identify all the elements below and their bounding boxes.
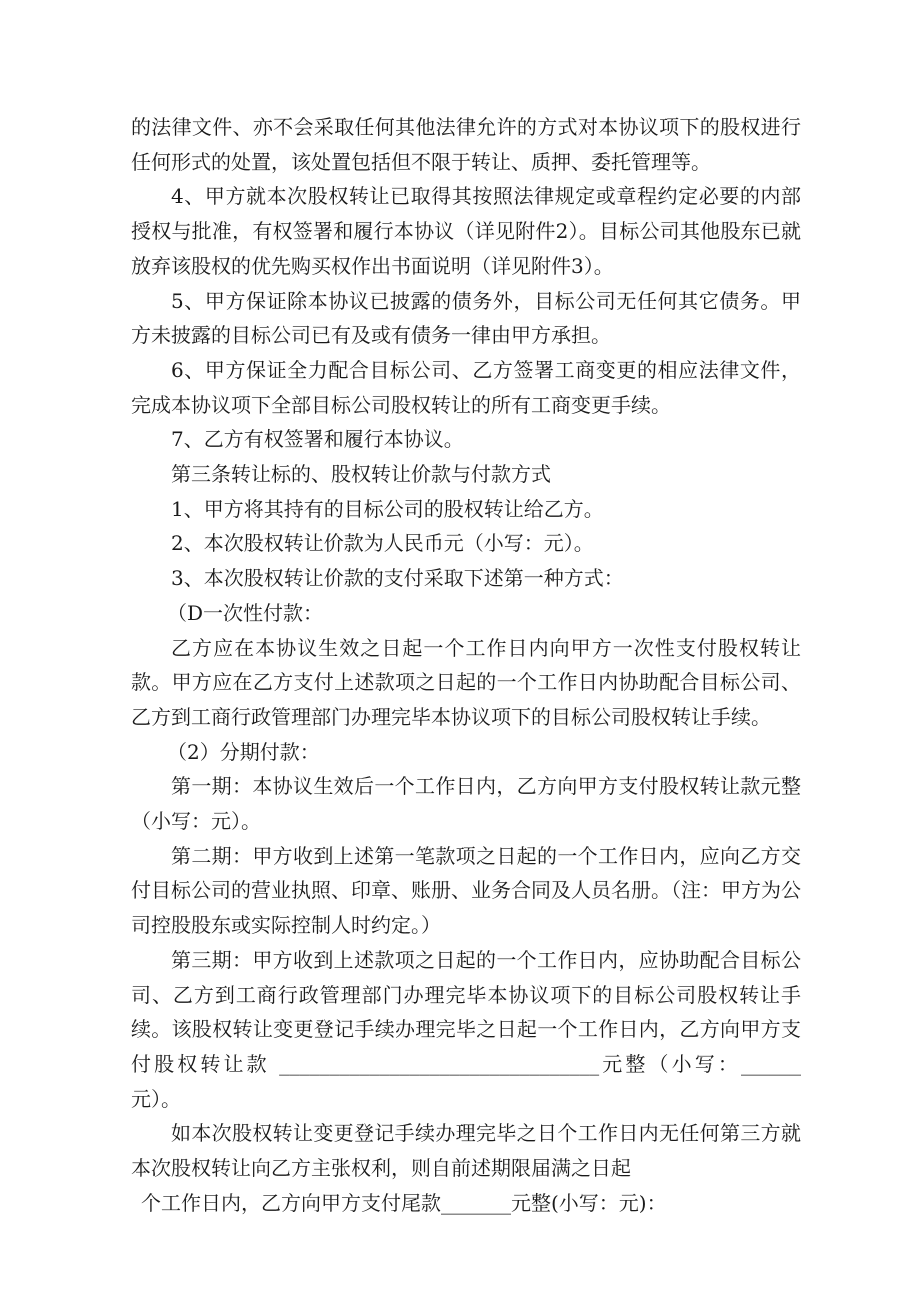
paragraph-article-3-item-3: 3、本次股权转让价款的支付采取下述第一种方式： <box>171 566 624 591</box>
paragraph-clause-6: 6、甲方保证全力配合目标公司、乙方签署工商变更的相应法律文件，完成本协议项下全部目标公司股权转让的所有工商变更手续。 <box>131 357 801 417</box>
paragraph-installment-2: 第二期：甲方收到上述第一笔款项之日起的一个工作日内，应向乙方交付目标公司的营业执照、印章、账册、业务合同及人员名册。（注：甲方为公司控股股东或实际控制人时约定。） <box>131 843 801 938</box>
paragraph-installment-1: 第一期：本协议生效后一个工作日内，乙方向甲方支付股权转让款元整（小写：元）。 <box>131 774 801 834</box>
paragraph-clause-4: 4、甲方就本次股权转让已取得其按照法律规定或章程约定必要的内部授权与批准，有权签署和履行本协议（详见附件2）。目标公司其他股东已就放弃该股权的优先购买权作出书面说明（详见附件3）。 <box>131 184 801 278</box>
paragraph-article-3-item-1: 1、甲方将其持有的目标公司的股权转让给乙方。 <box>171 496 604 521</box>
paragraph-final-payment-condition: 如本次股权转让变更登记手续办理完毕之日个工作日内无任何第三方就本次股权转让向乙方主张权利，则自前述期限届满之日起 <box>131 1121 801 1181</box>
paragraph-lump-sum-terms: 乙方应在本协议生效之日起一个工作日内向甲方一次性支付股权转让款。甲方应在乙方支付上述款项之日起的一个工作日内协助配合目标公司、乙方到工商行政管理部门办理完毕本协议项下的目标公司股权转让手续。 <box>131 635 801 729</box>
paragraph-final-payment-terms: 个工作日内，乙方向甲方支付尾款_______元整(小写：元)： <box>141 1190 667 1215</box>
paragraph-article-3-item-2: 2、本次股权转让价款为人民币元（小写：元）。 <box>171 531 594 556</box>
paragraph-clause-7: 7、乙方有权签署和履行本协议。 <box>171 427 464 452</box>
article-3-heading: 第三条转让标的、股权转让价款与付款方式 <box>171 462 551 487</box>
option-installment-heading: （2）分期付款： <box>167 739 320 764</box>
paragraph-continued-clause: 的法律文件、亦不会采取任何其他法律允许的方式对本协议项下的股权进行任何形式的处置，该处置包括但不限于转让、质押、委托管理等。 <box>131 115 801 174</box>
paragraph-clause-5: 5、甲方保证除本协议已披露的债务外，目标公司无任何其它债务。甲方未披露的目标公司已有及或有债务一律由甲方承担。 <box>131 288 801 348</box>
document-body <box>131 110 801 1221</box>
paragraph-installment-3: 第三期：甲方收到上述款项之日起的一个工作日内，应协助配合目标公司、乙方到工商行政管理部门办理完毕本协议项下的目标公司股权转让手续。该股权转让变更登记手续办理完毕之日起一个工作日内，乙方向甲方支付股权转让款 ________________________________元整（小写：______元）。 <box>131 947 801 1111</box>
option-lump-sum-heading: （D一次性付款： <box>167 600 324 625</box>
